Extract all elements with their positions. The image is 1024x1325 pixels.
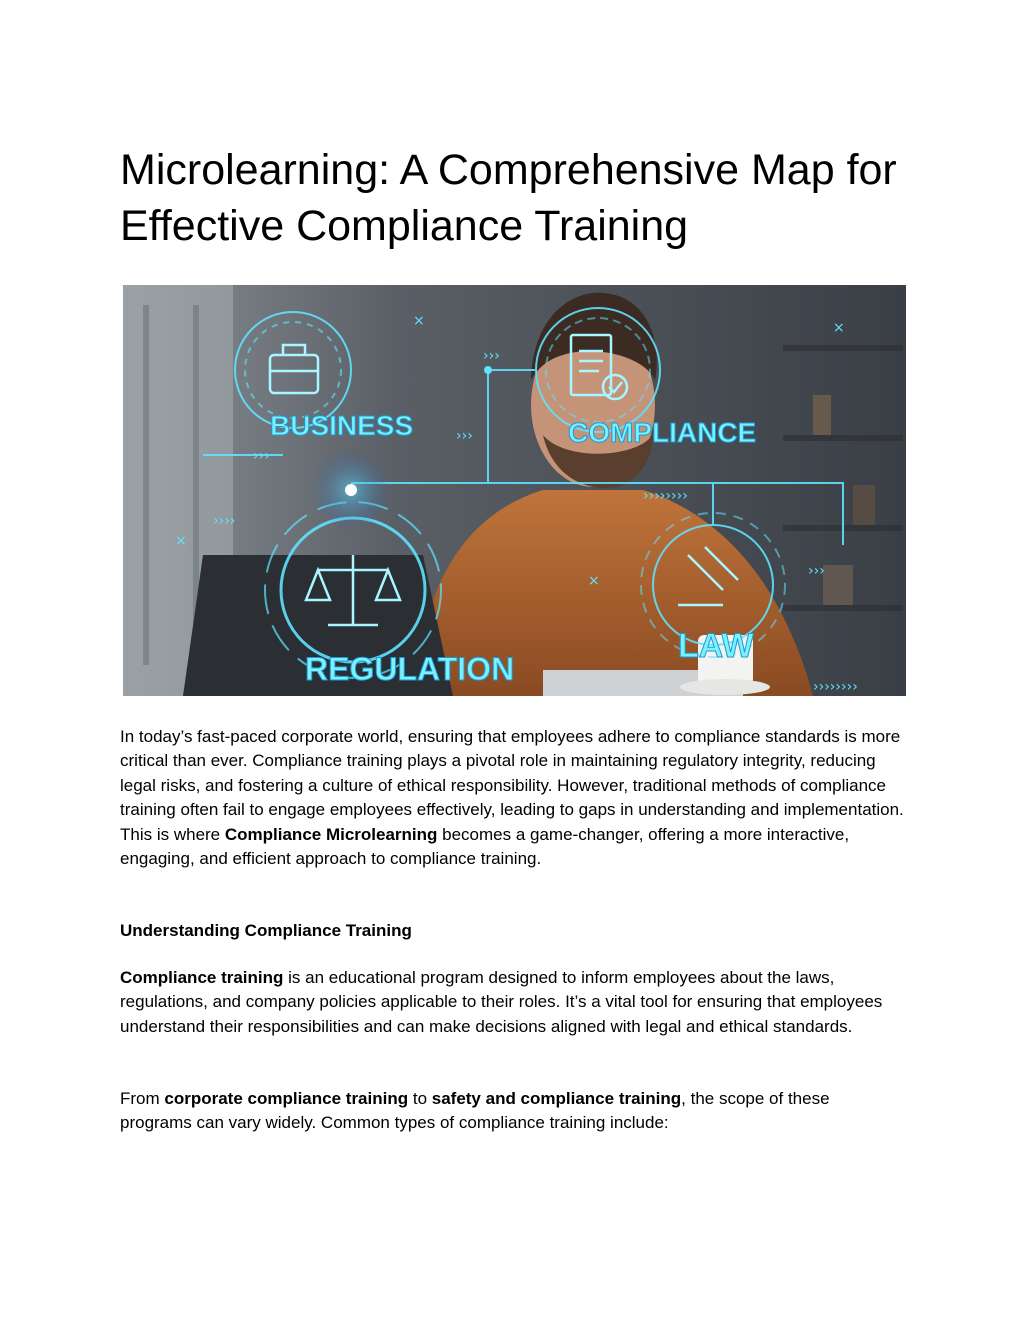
scope-to: to (408, 1089, 432, 1108)
scope-bold-2: safety and compliance training (431, 1089, 682, 1108)
section-heading: Understanding Compliance Training (120, 921, 412, 940)
svg-text:›››: ››› (253, 448, 270, 464)
svg-text:››››››››: ›››››››› (643, 488, 688, 504)
scope-paragraph (120, 1087, 906, 1136)
intro-text-2: becomes a game-changer, offering a more interactive, engaging, and efficient approach to compliance training. (120, 824, 850, 869)
definition-paragraph (120, 966, 906, 1039)
intro-paragraph (120, 725, 906, 871)
svg-text:››››››››: ›››››››› (813, 679, 858, 695)
svg-text:›››: ››› (808, 563, 825, 579)
scope-text: , the scope of these programs can vary widely. Common types of compliance training include: (120, 1089, 830, 1133)
scope-bold-1: corporate compliance training (164, 1089, 409, 1108)
svg-text:×: × (413, 313, 425, 329)
scope-from: From (120, 1089, 165, 1108)
hero-image (123, 285, 906, 696)
page-title: Microlearning: A Comprehensive Map for Effective Compliance Training (120, 146, 897, 250)
definition-bold-term: Compliance training (120, 968, 284, 987)
svg-text:×: × (175, 533, 187, 549)
svg-text:›››: ››› (456, 428, 473, 444)
hero-label-business: BUSINESS (270, 410, 414, 441)
svg-text:×: × (833, 320, 845, 336)
hero-label-law: LAW (678, 627, 754, 665)
svg-text:›››: ››› (483, 348, 500, 364)
intro-text-1: In today’s fast-paced corporate world, ensuring that employees adhere to compliance standards is more critical than ever. Compliance training plays a pivotal role in maintaining regulatory integrity, reducing legal risks, and fostering a culture of ethical responsibility. However, traditional methods of compliance training often fail to engage employees effectively, leading to gaps in understanding and implementation. This is where (120, 727, 904, 844)
svg-text:×: × (588, 573, 600, 589)
definition-text: is an educational program designed to inform employees about the laws, regulations, and company policies applicable to their roles. It’s a vital tool for ensuring that employees understand their responsibilities and can make decisions aligned with legal and ethical standards. (120, 968, 883, 1036)
svg-text:››››: ›››› (213, 513, 236, 529)
hero-label-compliance: COMPLIANCE (568, 417, 757, 448)
intro-bold-term: Compliance Microlearning (224, 824, 438, 844)
hero-label-regulation: REGULATION (305, 651, 515, 687)
